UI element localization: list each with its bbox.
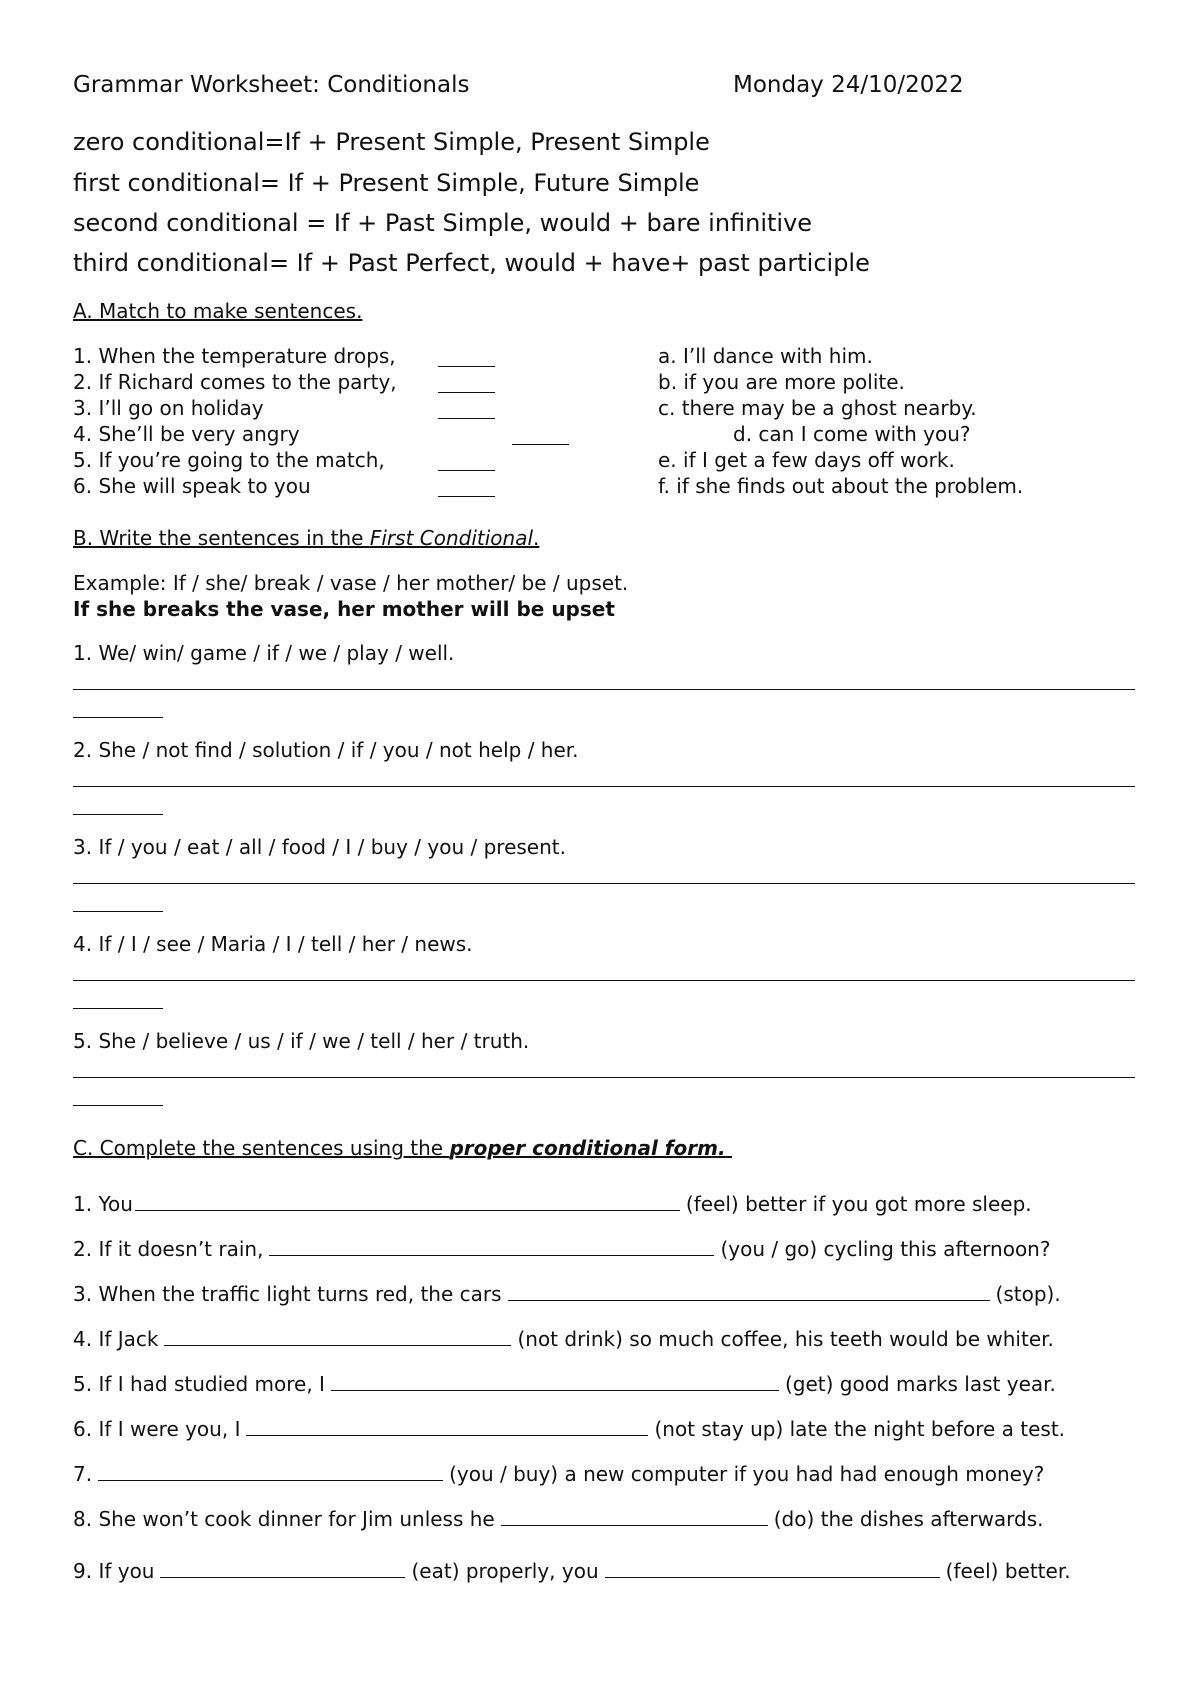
section-b-item-4: 4. If / I / see / Maria / I / tell / her / news.: [73, 932, 473, 956]
match-left-4: 4. She’ll be very angry: [73, 422, 300, 446]
answer-line[interactable]: [73, 980, 1135, 981]
sentence-start: 9. If you: [73, 1559, 155, 1583]
match-right-a: a. I’ll dance with him.: [658, 344, 873, 368]
sentence-end: (you / go) cycling this afternoon?: [720, 1237, 1051, 1261]
rule-first: first conditional= If + Present Simple, Future Simple: [73, 169, 700, 197]
section-c-item-6: [73, 1415, 1065, 1441]
rule-third: third conditional= If + Past Perfect, would + have+ past participle: [73, 249, 870, 277]
match-right-e: e. if I get a few days off work.: [658, 448, 955, 472]
section-b-item-5: 5. She / believe / us / if / we / tell / her / truth.: [73, 1029, 530, 1053]
section-b-example-answer: If she breaks the vase, her mother will be upset: [73, 597, 615, 621]
match-right-c: c. there may be a ghost nearby.: [658, 396, 977, 420]
fill-in-blank[interactable]: [164, 1325, 511, 1346]
fill-in-blank[interactable]: [269, 1235, 714, 1256]
match-answer-3[interactable]: [438, 400, 495, 419]
section-c-heading-prefix: C. Complete the sentences using the: [73, 1136, 450, 1160]
answer-line[interactable]: [73, 883, 1135, 884]
section-b-heading-suffix: .: [533, 526, 540, 550]
sentence-start: 8. She won’t cook dinner for Jim unless he: [73, 1507, 495, 1531]
answer-line-continuation[interactable]: [73, 717, 163, 718]
sentence-end: (you / buy) a new computer if you had had enough money?: [449, 1462, 1045, 1486]
sentence-start: 1. You: [73, 1192, 133, 1216]
section-c-item-1: [73, 1190, 1032, 1216]
sentence-start: 2. If it doesn’t rain,: [73, 1237, 264, 1261]
answer-line[interactable]: [73, 1077, 1135, 1078]
fill-in-blank[interactable]: [135, 1190, 680, 1211]
section-c-item-9: [73, 1557, 1071, 1583]
section-b-example: Example: If / she/ break / vase / her mother/ be / upset.: [73, 571, 629, 595]
worksheet-date: Monday 24/10/2022: [733, 72, 964, 98]
fill-in-blank[interactable]: [501, 1505, 768, 1526]
sentence-start: 6. If I were you, I: [73, 1417, 241, 1441]
section-c-item-3: [73, 1280, 1061, 1306]
section-c-heading-emphasis: proper conditional form.: [449, 1136, 726, 1160]
match-answer-6[interactable]: [438, 478, 495, 497]
match-answer-4[interactable]: [512, 426, 569, 445]
answer-line-continuation[interactable]: [73, 1008, 163, 1009]
match-left-2: 2. If Richard comes to the party,: [73, 370, 397, 394]
section-c-item-4: [73, 1325, 1054, 1351]
answer-line-continuation[interactable]: [73, 1105, 163, 1106]
worksheet-title: Grammar Worksheet: Conditionals: [73, 72, 470, 98]
sentence-start: 4. If Jack: [73, 1327, 159, 1351]
answer-line-continuation[interactable]: [73, 814, 163, 815]
fill-in-blank[interactable]: [246, 1415, 648, 1436]
sentence-start: 3. When the traffic light turns red, the cars: [73, 1282, 502, 1306]
match-answer-1[interactable]: [438, 348, 495, 367]
answer-line[interactable]: [73, 689, 1135, 690]
section-c-heading: [73, 1136, 732, 1160]
match-answer-5[interactable]: [438, 452, 495, 471]
section-c-item-2: [73, 1235, 1050, 1261]
match-left-6: 6. She will speak to you: [73, 474, 311, 498]
answer-line[interactable]: [73, 786, 1135, 787]
sentence-start: 7.: [73, 1462, 93, 1486]
section-c-item-8: [73, 1505, 1044, 1531]
section-c-item-5: [73, 1370, 1056, 1396]
sentence-end: (do) the dishes afterwards.: [773, 1507, 1044, 1531]
fill-in-blank[interactable]: [331, 1370, 779, 1391]
match-right-f: f. if she finds out about the problem.: [658, 474, 1024, 498]
match-left-5: 5. If you’re going to the match,: [73, 448, 385, 472]
sentence-end: (stop).: [995, 1282, 1061, 1306]
section-b-heading-prefix: B. Write the sentences in the: [73, 526, 370, 550]
match-answer-2[interactable]: [438, 374, 495, 393]
match-left-1: 1. When the temperature drops,: [73, 344, 396, 368]
fill-in-blank[interactable]: [508, 1280, 990, 1301]
fill-in-blank[interactable]: [98, 1460, 443, 1481]
section-c-item-7: [73, 1460, 1044, 1486]
section-a-heading: A. Match to make sentences.: [73, 299, 363, 323]
section-b-heading-italic: First Conditional: [369, 526, 534, 550]
section-b-heading: [73, 526, 539, 550]
sentence-end: (not drink) so much coffee, his teeth would be whiter.: [517, 1327, 1054, 1351]
sentence-start: 5. If I had studied more, I: [73, 1372, 325, 1396]
section-b-item-2: 2. She / not find / solution / if / you / not help / her.: [73, 738, 579, 762]
sentence-end: (feel) better.: [945, 1559, 1071, 1583]
fill-in-blank[interactable]: [605, 1557, 940, 1578]
match-right-d: d. can I come with you?: [733, 422, 971, 446]
section-b-item-3: 3. If / you / eat / all / food / I / buy / you / present.: [73, 835, 566, 859]
sentence-end: (get) good marks last year.: [784, 1372, 1056, 1396]
rule-second: second conditional = If + Past Simple, would + bare infinitive: [73, 209, 813, 237]
match-left-3: 3. I’ll go on holiday: [73, 396, 264, 420]
section-b-item-1: 1. We/ win/ game / if / we / play / well.: [73, 641, 455, 665]
sentence-end: (feel) better if you got more sleep.: [685, 1192, 1032, 1216]
sentence-middle: (eat) properly, you: [411, 1559, 599, 1583]
fill-in-blank[interactable]: [160, 1557, 405, 1578]
match-right-b: b. if you are more polite.: [658, 370, 905, 394]
answer-line-continuation[interactable]: [73, 911, 163, 912]
rule-zero: zero conditional=If + Present Simple, Present Simple: [73, 128, 710, 156]
sentence-end: (not stay up) late the night before a test.: [654, 1417, 1066, 1441]
